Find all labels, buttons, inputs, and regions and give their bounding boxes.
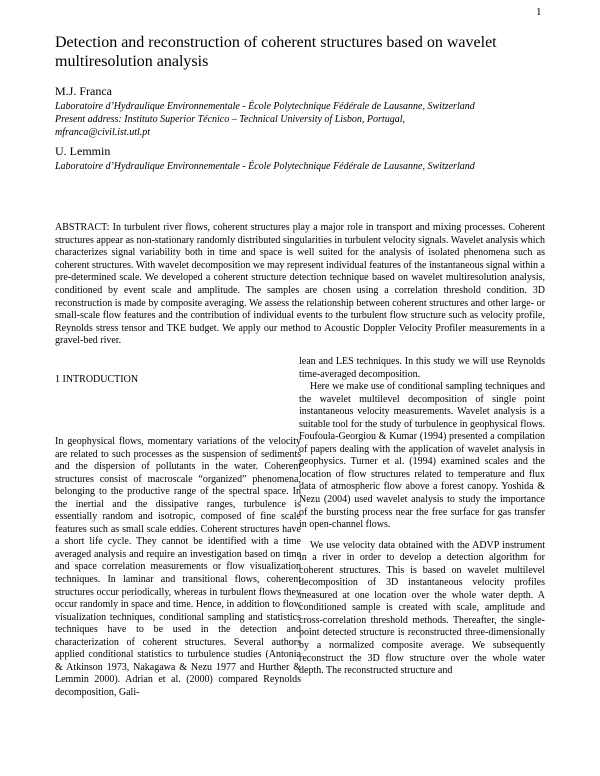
abstract: ABSTRACT: In turbulent river flows, coherent structures play a major role in transport and mixing processes. Coherent structures appear as non-stationary randomly distributed singularities in turbulent velocity signals. Wavelet analysis which characterizes signal variability both in time and space is well suited for the analysis of isolated phenomena such as coherent structures. With wavelet decomposition we may represent individual features of the instantaneous signal within a pre-determined scale. We developed a coherent structure detection technique based on wavelet multiresolution analysis, conditioned by event scale and amplitude. The samples are chosen using a correlation threshold condition. 3D reconstruction is made by composite averaging. We assess the relationship between coherent structures and other large- or small-scale flow features and the contribution of individual events to the turbulent flow structure such as velocity profile, Reynolds stress tensor and TKE budget. We apply our method to Acoustic Doppler Velocity Profiler measurements in a gravel-bed river.	[55, 222, 545, 347]
paragraph: lean and LES techniques. In this study we will use Reynolds time-averaged decomposition.	[299, 356, 545, 380]
paper-title: Detection and reconstruction of coherent structures based on wavelet multiresolution analysis	[55, 34, 497, 70]
author-affiliation: Laboratoire d’Hydraulique Environnementale - École Polytechnique Fédérale de Lausanne, Switzerland	[55, 161, 475, 172]
paragraph: We use velocity data obtained with the ADVP instrument in a river in order to develop a detection algorithm for coherent structures. This is based on wavelet multilevel decomposition of 3D instantaneous velocity profiles measured at one location over the whole water depth. A conditioned sample is created with scale, amplitude and cross-correlation threshold methods. Thereafter, the single-point detected structure is reconstructed three-dimensionally by a normalized composite average. We subsequently reconstruct the 3D flow structure over the whole water depth. The reconstructed structure and	[299, 539, 545, 677]
left-column	[55, 436, 301, 699]
page-number: 1	[536, 6, 542, 18]
author-affiliation: Present address: Instituto Superior Técnico – Technical University of Lisbon, Portugal,	[55, 114, 405, 125]
paragraph: In geophysical flows, momentary variations of the velocity are related to such processes as the suspension of sediments and the dispersion of pollutants in the water. Coherent structures consist of macroscale “organized” phenomena, belonging to the productive range of the spectral space. In the inertial and the dissipative ranges, turbulence is essentially random and isotropic, composed of fine scale features such as small scale eddies. Coherent structures have a short life cycle. They cannot be identified with a time averaged analysis and require an investigation based on time and space correlation measurements or flow visualization techniques. In laminar and transitional flows, coherent structures occur periodically, whereas in turbulent flows they occur randomly in space and time. Hence, in addition to flow visualization techniques, conditional sampling and statistics techniques have to be used in the detection and characterization of coherent structures. Several authors applied conditional statistics to turbulence studies (Antonia & Atkinson 1973, Nakagawa & Nezu 1977 and Hurther & Lemmin 2000). Adrian et al. (2000) compared Reynolds decomposition, Gali-	[55, 436, 301, 698]
right-column	[299, 356, 545, 678]
paragraph: Here we make use of conditional sampling techniques and the wavelet multilevel decomposition of single point instantaneous velocity measurements. Wavelet analysis is a suitable tool for the study of turbulence in geophysical flows. Foufoula-Georgiou & Kumar (1994) presented a compilation of papers dealing with the application of wavelet analysis in geophysics. Turner et al. (1994) examined scales and the location of flow structures related to temperature and flux data of atmospheric flow above a forest canopy. Yoshida & Nezu (2004) used wavelet analysis to study the importance of the bursting process near the free surface for gas transfer in open-channel flows.	[299, 381, 545, 531]
author-name: U. Lemmin	[55, 144, 111, 158]
author-affiliation: Laboratoire d’Hydraulique Environnementale - École Polytechnique Fédérale de Lausanne, Switzerland	[55, 101, 475, 112]
author-email: mfranca@civil.ist.utl.pt	[55, 127, 151, 138]
author-name: M.J. Franca	[55, 84, 112, 98]
section-heading: 1 INTRODUCTION	[55, 374, 139, 385]
